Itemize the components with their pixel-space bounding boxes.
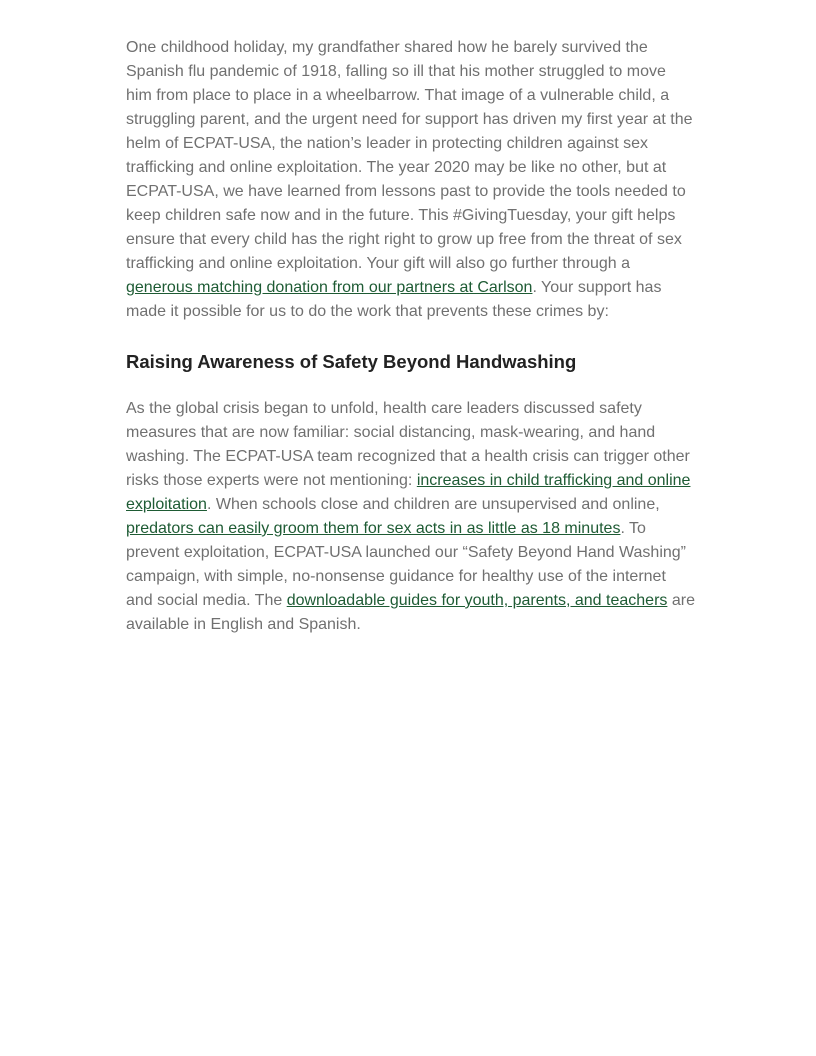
predators-grooming-link[interactable]: predators can easily groom them for sex acts in as little as 18 minutes bbox=[126, 520, 621, 537]
section-text-4: are available in English and Spanish. bbox=[126, 592, 695, 633]
matching-donation-link[interactable]: generous matching donation from our partners at Carlson bbox=[126, 279, 533, 296]
child-trafficking-increase-link[interactable]: increases in child trafficking and online exploitation bbox=[126, 472, 691, 513]
section-heading: Raising Awareness of Safety Beyond Handwashing bbox=[126, 351, 577, 372]
section-paragraph bbox=[126, 397, 696, 637]
intro-text-1: One childhood holiday, my grandfather shared how he barely survived the Spanish flu pandemic of 1918, falling so ill that his mother struggled to move him from place to place in a wheelbarrow. That image of a vulnerable child, a struggling parent, and the urgent need for support has driven my first year at the helm of ECPAT-USA, the nation’s leader in protecting children against sex trafficking and online exploitation. The year 2020 may be like no other, but at ECPAT-USA, we have learned from lessons past to provide the tools needed to keep children safe now and in the future. This #GivingTuesday, your gift helps ensure that every child has the right right to grow up free from the threat of sex trafficking and online exploitation. Your gift will also go further through a bbox=[126, 39, 693, 272]
section-text-1: As the global crisis began to unfold, health care leaders discussed safety measures that are now familiar: social distancing, mask-wearing, and hand washing. The ECPAT-USA team recognized that a health crisis can trigger other risks those experts were not mentioning: bbox=[126, 400, 690, 489]
document-page bbox=[126, 36, 696, 637]
intro-text-2: . Your support has made it possible for us to do the work that prevents these crimes by: bbox=[126, 279, 662, 320]
intro-paragraph bbox=[126, 36, 696, 324]
downloadable-guides-link[interactable]: downloadable guides for youth, parents, and teachers bbox=[286, 592, 668, 609]
section-text-2: . When schools close and children are unsupervised and online, bbox=[206, 496, 660, 513]
section-text-3: . To prevent exploitation, ECPAT-USA launched our “Safety Beyond Hand Washing” campaign, with simple, no-nonsense guidance for healthy use of the internet and social media. The bbox=[126, 520, 687, 609]
